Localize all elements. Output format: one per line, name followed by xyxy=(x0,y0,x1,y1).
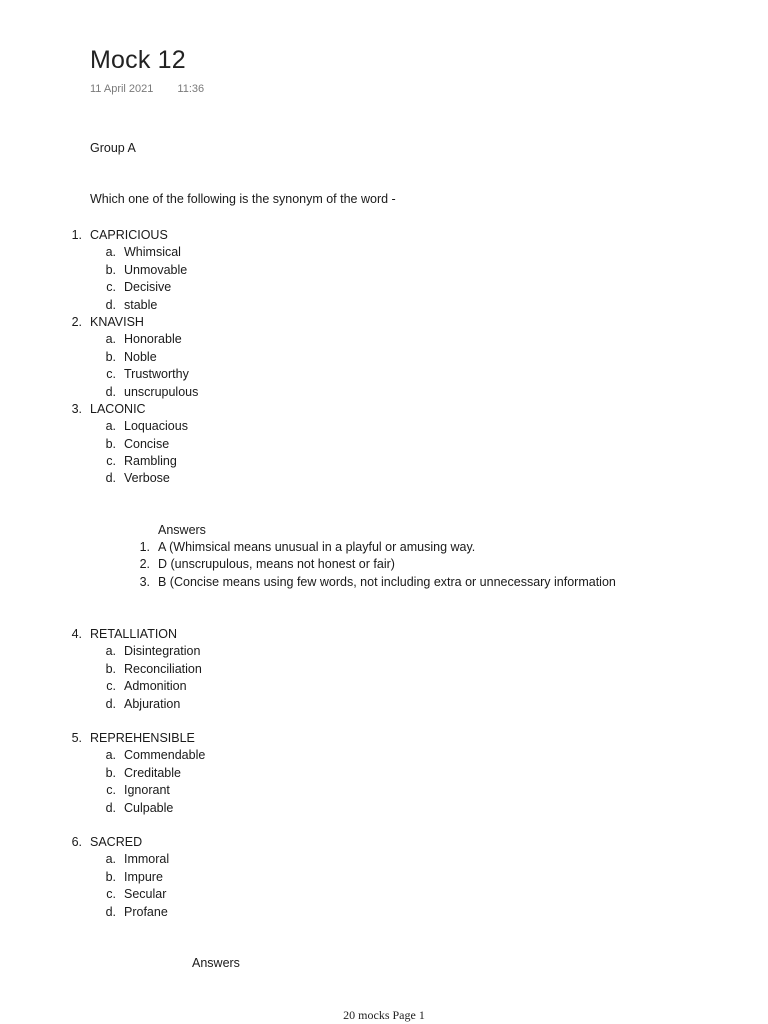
option-text: Abjuration xyxy=(124,696,181,711)
option-letter: b. xyxy=(105,661,116,676)
question-item xyxy=(70,314,470,331)
option-letter: a. xyxy=(105,644,116,659)
page-title: Mock 12 xyxy=(90,46,186,74)
option-text: Disintegration xyxy=(124,644,201,659)
option-letter: b. xyxy=(105,262,116,277)
question-block-6 xyxy=(70,834,470,921)
option-letter: a. xyxy=(105,852,116,867)
question-item xyxy=(70,730,470,747)
option-letter: a. xyxy=(105,332,116,347)
question-block-4 xyxy=(70,626,470,713)
option-letter: b. xyxy=(105,765,116,780)
question-item xyxy=(70,834,470,851)
option-item xyxy=(70,800,470,817)
question-word: REPREHENSIBLE xyxy=(90,731,195,745)
option-item xyxy=(70,661,470,678)
option-item xyxy=(70,696,470,713)
option-item xyxy=(70,436,470,453)
option-item xyxy=(70,643,470,660)
page-time: 11:36 xyxy=(177,83,205,95)
question-number: 5. xyxy=(71,731,82,745)
question-number: 4. xyxy=(71,627,82,641)
option-item xyxy=(70,886,470,903)
group-heading: Group A xyxy=(90,141,136,155)
answers-list xyxy=(138,539,738,591)
question-number: 1. xyxy=(71,228,82,242)
option-item xyxy=(70,366,470,383)
option-text: Creditable xyxy=(124,765,181,780)
option-text: Unmovable xyxy=(124,262,188,277)
option-text: Culpable xyxy=(124,800,174,815)
option-letter: a. xyxy=(105,419,116,434)
option-item xyxy=(70,904,470,921)
option-letter: b. xyxy=(105,349,116,364)
answer-item xyxy=(138,574,738,591)
page-meta xyxy=(90,83,204,95)
option-letter: c. xyxy=(106,280,116,295)
option-item xyxy=(70,384,470,401)
answers-heading: Answers xyxy=(158,523,206,537)
option-letter: a. xyxy=(105,245,116,260)
answer-text: B (Concise means using few words, not including extra or unnecessary information xyxy=(158,574,616,589)
option-text: Rambling xyxy=(124,454,177,469)
option-letter: d. xyxy=(105,696,116,711)
answer-text: A (Whimsical means unusual in a playful or amusing way. xyxy=(158,540,476,554)
option-item xyxy=(70,331,470,348)
option-item xyxy=(70,262,470,279)
answers-heading-2: Answers xyxy=(192,956,240,970)
option-item xyxy=(70,453,470,470)
option-text: stable xyxy=(124,297,158,312)
option-letter: b. xyxy=(105,436,116,451)
option-item xyxy=(70,349,470,366)
option-letter: c. xyxy=(106,783,116,798)
question-word: LACONIC xyxy=(90,401,146,416)
question-word: SACRED xyxy=(90,835,143,849)
answer-number: 3. xyxy=(139,574,150,589)
answer-item xyxy=(138,539,738,556)
question-block-1 xyxy=(70,227,470,488)
option-text: Verbose xyxy=(124,471,170,486)
option-text: Profane xyxy=(124,904,168,919)
option-letter: d. xyxy=(105,471,116,486)
option-letter: c. xyxy=(106,887,116,902)
option-text: Noble xyxy=(124,349,157,364)
option-item xyxy=(70,297,470,314)
option-text: unscrupulous xyxy=(124,384,199,399)
answer-number: 2. xyxy=(139,557,150,572)
option-letter: c. xyxy=(106,454,116,469)
option-letter: d. xyxy=(105,297,116,312)
option-item xyxy=(70,470,470,487)
option-text: Commendable xyxy=(124,748,206,763)
answer-text: D (unscrupulous, means not honest or fair) xyxy=(158,557,395,572)
option-item xyxy=(70,869,470,886)
option-text: Loquacious xyxy=(124,419,188,434)
option-text: Admonition xyxy=(124,679,187,694)
option-text: Honorable xyxy=(124,332,182,347)
option-letter: c. xyxy=(106,679,116,694)
question-word: RETALLIATION xyxy=(90,627,178,641)
option-letter: a. xyxy=(105,748,116,763)
option-letter: d. xyxy=(105,800,116,815)
question-word: KNAVISH xyxy=(90,314,144,329)
option-item xyxy=(70,678,470,695)
question-word: CAPRICIOUS xyxy=(90,228,168,242)
option-item xyxy=(70,279,470,296)
question-item xyxy=(70,227,470,244)
option-text: Ignorant xyxy=(124,783,170,798)
question-number: 6. xyxy=(71,835,82,849)
option-letter: d. xyxy=(105,904,116,919)
option-text: Concise xyxy=(124,436,170,451)
option-text: Whimsical xyxy=(124,245,181,260)
option-item xyxy=(70,851,470,868)
option-letter: d. xyxy=(105,384,116,399)
question-number: 2. xyxy=(71,314,82,329)
option-text: Reconciliation xyxy=(124,661,202,676)
option-item xyxy=(70,782,470,799)
option-item xyxy=(70,747,470,764)
question-item xyxy=(70,626,470,643)
question-block-5 xyxy=(70,730,470,817)
option-text: Impure xyxy=(124,869,163,884)
option-text: Immoral xyxy=(124,852,170,867)
instruction-text: Which one of the following is the synonym of the word - xyxy=(90,192,396,206)
question-number: 3. xyxy=(71,401,82,416)
answer-number: 1. xyxy=(139,540,150,554)
option-letter: c. xyxy=(106,367,116,382)
page-date: 11 April 2021 xyxy=(90,83,154,95)
page-footer: 20 mocks Page 1 xyxy=(343,1008,425,1022)
option-text: Secular xyxy=(124,887,167,902)
option-item xyxy=(70,418,470,435)
answer-item xyxy=(138,556,738,573)
option-item xyxy=(70,244,470,261)
question-item xyxy=(70,401,470,418)
option-item xyxy=(70,765,470,782)
option-text: Decisive xyxy=(124,280,172,295)
option-letter: b. xyxy=(105,869,116,884)
option-text: Trustworthy xyxy=(124,367,189,382)
